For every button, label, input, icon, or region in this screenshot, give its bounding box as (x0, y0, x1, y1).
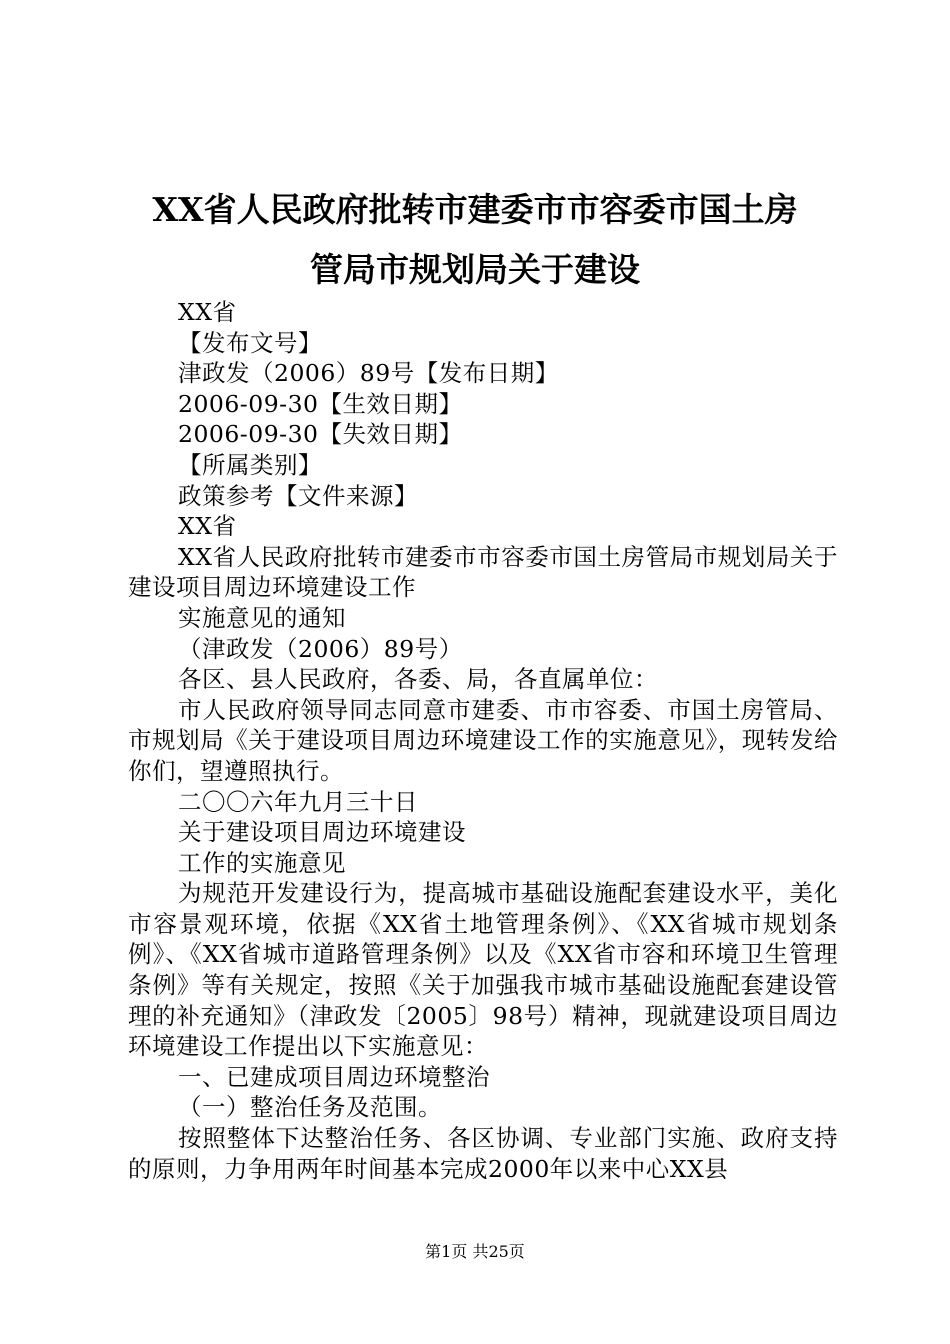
body-line: 工作的实施意见 (178, 848, 346, 877)
body-line: 各区、县人民政府，各委、局，各直属单位： (178, 665, 658, 694)
body-line: 【发布文号】 (178, 328, 322, 357)
body-line: 津政发（2006）89号【发布日期】 (178, 359, 559, 388)
body-paragraph: XX省人民政府批转市建委市市容委市国土房管局市规划局关于建设项目周边环境建设工作 (128, 542, 838, 602)
body-line: 【所属类别】 (178, 450, 322, 479)
body-line: 2006-09-30【生效日期】 (178, 389, 463, 418)
document-title-line-1: XX省人民政府批转市建委市市容委市国土房 (152, 190, 798, 229)
body-line: 关于建设项目周边环境建设 (178, 818, 466, 847)
body-line: 2006-09-30【失效日期】 (178, 420, 463, 449)
body-paragraph: 为规范开发建设行为，提高城市基础设施配套建设水平，美化市容景观环境，依据《XX省土地管理条例》、《XX省城市规划条例》、《XX省城市道路管理条例》以及《XX省市容和环境卫生管理条例》等有关规定，按照《关于加强我市城市基础设施配套建设管理的补充通知》（津政发〔2005〕98号）精神，现就建设项目周边环境建设工作提出以下实施意见： (128, 879, 838, 1061)
page-number-footer: 第1页 共25页 (425, 1242, 525, 1261)
body-line: 实施意见的通知 (178, 603, 346, 632)
body-line: 政策参考【文件来源】 (178, 481, 418, 510)
body-line: XX省 (178, 298, 237, 326)
document-title-line-2: 管局市规划局关于建设 (310, 250, 640, 289)
body-line: 二〇〇六年九月三十日 (178, 787, 418, 816)
body-paragraph: 市人民政府领导同志同意市建委、市市容委、市国土房管局、市规划局《关于建设项目周边环境建设工作的实施意见》，现转发给你们，望遵照执行。 (128, 695, 838, 785)
document-body (128, 297, 838, 1184)
subsection-heading: （一）整治任务及范围。 (178, 1093, 442, 1122)
body-line: （津政发（2006）89号） (178, 634, 463, 663)
section-heading: 一、已建成项目周边环境整治 (178, 1062, 490, 1091)
body-paragraph: 按照整体下达整治任务、各区协调、专业部门实施、政府支持的原则，力争用两年时间基本完成2000年以来中心XX县 (128, 1124, 838, 1183)
body-line: XX省 (178, 512, 237, 541)
